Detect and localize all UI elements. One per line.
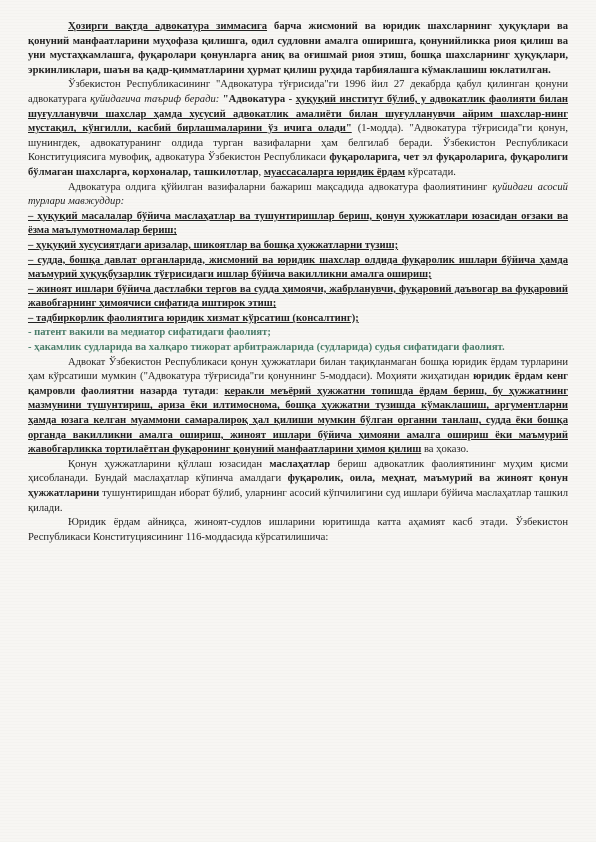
text-run: Ҳозирги вақтда адвокатура зиммасига [68,21,268,32]
text-run: фуқароларига, чет эл фуқароларига, фуқаролиги бўлмаган шахсларга, корхоналар, ташкилотлар [28,152,568,178]
paragraph-1 [28,78,568,180]
paragraph-2 [28,181,568,210]
list-item-0 [28,210,568,239]
text-run: Юридик ёрдам айниқса, жиноят-судлов ишларини юритишда катта аҳамият касб этади. Ўзбекистон Республикаси Конституциясининг 116-моддасида кўрсатилишича: [28,517,568,543]
activity-types-list [28,210,568,356]
text-run: Адвокат Ўзбекистон Республикаси қонун ҳужжатлари билан тақиқланмаган бошқа юридик ёрдам турларини ҳам кўрсатиши мумкин ("Адвокатура тўғрисида"ги қонуннинг 5-моддаси). Моҳияти жиҳатидан [28,356,568,383]
list-item-2 [28,254,568,283]
text-run: Адвокатура олдига қўйилган вазифаларни бажариш мақсадида адвокатура фаолиятининг [68,181,493,193]
text-run: , [258,166,264,178]
text-run: фуқаролик, оила, меҳнат, маъмурий ва жиноят қонун ҳужжатларини [28,473,568,499]
closing-paragraphs [28,356,568,546]
list-item-1 [28,239,568,254]
text-run: қуйидагича таъриф беради: [90,93,220,105]
text-run: керакли меъёрий ҳужжатни топишда ёрдам бериш, бу ҳужжатнинг мазмунини тушунтириш, ариза ёки илтимосномa, бошқа ҳужжатни тузишда кўмаклашиш, аргументларни ҳамда юзага келган муаммони самаралироқ ҳал қилиши мумкин бўлган органни танлаш, судда ёки бошқа органда вакилликни амалга ошириш, жиноят ишлари бўйича ҳимояни амалга ошириш ёки маъмурий жавобгарликка тортилаётган фуқаронинг қонуний манфаатларини ҳимоя қилиш [28,385,569,456]
text-run: Ўзбекистон Республикасининг "Адвокатура тўғрисида"ги 1996 йил 27 декабрда қабул қилинган қонуни адвокатурага [28,79,568,105]
text-run: маслаҳатлар [269,458,331,470]
text-run: - ҳакамлик судларида ва халқаро тижорат арбитражларида (судларида) судья сифатидаги фаолият. [28,342,505,354]
text-run: ва ҳоказо. [421,444,469,456]
text-run: - патент вакили ва медиатор сифатидаги фаолият; [28,327,271,339]
paragraph-after-1 [28,458,568,516]
text-run: барча жисмоний ва юридик шахсларнинг ҳуқуқлари ва қонуний манфаатларини муҳофаза қилишга, одил судловни амалга оширишга, қонунийликка риоя қилиш ва уни мустаҳкамлашга, фуқаролари қонунларга аниқ ва оғишмай риоя этиш, бошқа шахсларнинг ҳуқуқлари, эркинликлари, шаън ва қадр-қимматларини ҳурмат қилиш руҳида тарбиялашга кўмаклашиш юклатилган. [28,21,569,76]
text-run: "Адвокатура - [219,93,296,105]
text-run: – тадбиркорлик фаолиятига юридик хизмат кўрсатиш (консалтинг); [28,312,359,324]
list-item-6 [28,341,568,356]
text-run: қуйидаги асосий турлари мавжуддир: [28,181,568,208]
text-run: : [215,385,225,397]
text-run: – ҳуқуқий хусусиятдаги аризалар, шикоятлар ва бошқа ҳужжатларни тузиш; [28,239,399,251]
text-run: Қонун ҳужжатларини қўллаш юзасидан [68,458,270,470]
text-run: юридик ёрдам кенг қамровли фаолиятни назарда тутади [28,371,568,397]
list-item-4 [28,312,568,327]
paragraph-0 [28,20,568,78]
text-run: бериш адвокатлик фаолиятининг муҳим қисми ҳисобланади. Бундай маслаҳатлар кўпинча амалдаги [28,458,568,485]
text-run: – судда, бошқа давлат органларида, жисмоний ва юридик шахслар олдида фуқаролик ишлари бўйича ҳамда маъмурий ҳуқуқбузарлик тўғрисидаги ишлар бўйича вакилликни амалга ошириш; [28,254,568,281]
text-run: ҳуқуқий институт бўлиб, у адвокатлик фаолияти билан шуғулланувчи шахслар ҳамда хусусий адвокатлик амалиёти билан шуғулланувчи айрим шахслар-нинг мустақил, кўнгилли, касбий бирлашмаларини ўз ичига олади" [28,93,569,135]
paragraph-after-2 [28,516,568,545]
text-run: (1-модда). "Адвокатура тўғрисида"ги қонун, шунингдек, адвокатуранинг олдида турган вазифаларни ҳам белгилаб беради. Ўзбекистон Республикаси Конституциясига мувофиқ, адвокатура Ўзбекистон Республикаси [28,123,568,164]
text-run: кўрсатади. [405,166,456,178]
text-run: муассасаларга юридик ёрдам [263,166,406,178]
text-run: тушунтиришдан иборат бўлиб, уларнинг асосий кўпчилигини суд ишлари бўйича маслаҳатлар ташкил қилади. [28,488,568,514]
list-item-3 [28,283,568,312]
text-run: – жиноят ишлари бўйича дастлабки тергов ва судда ҳимоячи, жабрланувчи, фуқаровий даъвогар ва фуқаровий жавобгарнинг ҳимоячиси сифатида иштирок этиш; [28,283,568,310]
intro-paragraphs [28,20,568,210]
paragraph-after-0 [28,356,568,458]
list-item-5 [28,326,568,341]
text-run: – ҳуқуқий масалалар бўйича маслаҳатлар ва тушунтиришлар бериш, қонун ҳужжатлари юзасидан оғзаки ва ёзма маълумотномалар бериш; [28,210,568,237]
